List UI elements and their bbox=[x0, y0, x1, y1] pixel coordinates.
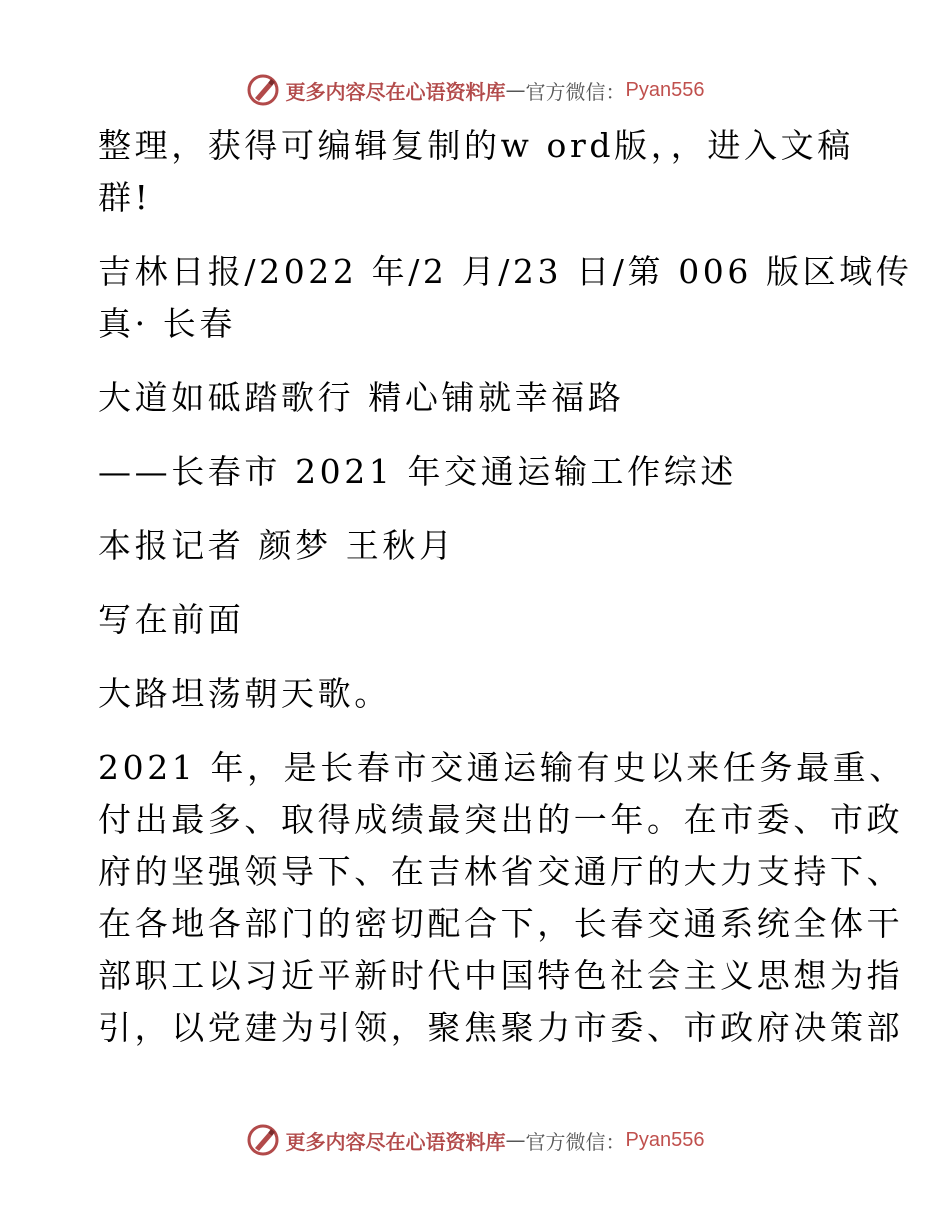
text-line: 吉林日报/2022 年/2 月/23 日/第 006 版区域传 bbox=[98, 252, 913, 291]
watermark-wechat-id: Pyan556 bbox=[625, 78, 705, 101]
text-line: 2021 年，是长春市交通运输有史以来任务最重、 bbox=[98, 748, 906, 787]
article-subtitle bbox=[98, 446, 850, 498]
paragraph-source bbox=[98, 246, 913, 350]
text-line: 群! bbox=[98, 178, 152, 217]
text-line: 写在前面 bbox=[98, 600, 245, 639]
text-line: 大路坦荡朝天歌。 bbox=[98, 674, 391, 713]
text-line: 本报记者 颜梦 王秋月 bbox=[98, 526, 456, 565]
watermark-wechat-id: Pyan556 bbox=[625, 1128, 705, 1151]
text-line: 引，以党建为引领，聚焦聚力市委、市政府决策部 bbox=[98, 1008, 904, 1047]
watermark-site-text: 更多内容尽在心语资料库 bbox=[285, 79, 506, 104]
section-heading bbox=[98, 594, 850, 646]
text-line: ——长春市 2021 年交通运输工作综述 bbox=[98, 452, 737, 491]
watermark-banner-top bbox=[0, 70, 950, 110]
paragraph-lead bbox=[98, 668, 850, 720]
text-line: 府的坚强领导下、在吉林省交通厅的大力支持下、 bbox=[98, 852, 904, 891]
watermark-site-text: 更多内容尽在心语资料库 bbox=[285, 1129, 506, 1154]
pen-logo-icon bbox=[246, 1123, 280, 1157]
watermark-wechat-label: 官方微信： bbox=[525, 1129, 626, 1154]
text-line: 大道如砥踏歌行 精心铺就幸福路 bbox=[98, 378, 625, 417]
text-line: 付出最多、取得成绩最突出的一年。在市委、市政 bbox=[98, 800, 904, 839]
watermark-banner-bottom bbox=[0, 1120, 950, 1160]
paragraph-notice bbox=[98, 120, 854, 224]
text-line: 在各地各部门的密切配合下，长春交通系统全体干 bbox=[98, 904, 904, 943]
article-title bbox=[98, 372, 850, 424]
paragraph-body bbox=[98, 742, 906, 1054]
watermark-wechat-label: 官方微信： bbox=[525, 79, 626, 104]
document-body bbox=[98, 120, 913, 1054]
text-line: 真· 长春 bbox=[98, 304, 236, 343]
watermark-dash: — bbox=[505, 78, 526, 102]
text-line: 整理，获得可编辑复制的w ord版，，进入文稿 bbox=[98, 126, 854, 165]
watermark-dash: — bbox=[505, 1128, 526, 1152]
text-line: 部职工以习近平新时代中国特色社会主义思想为指 bbox=[98, 956, 904, 995]
article-byline bbox=[98, 520, 850, 572]
pen-logo-icon bbox=[246, 73, 280, 107]
